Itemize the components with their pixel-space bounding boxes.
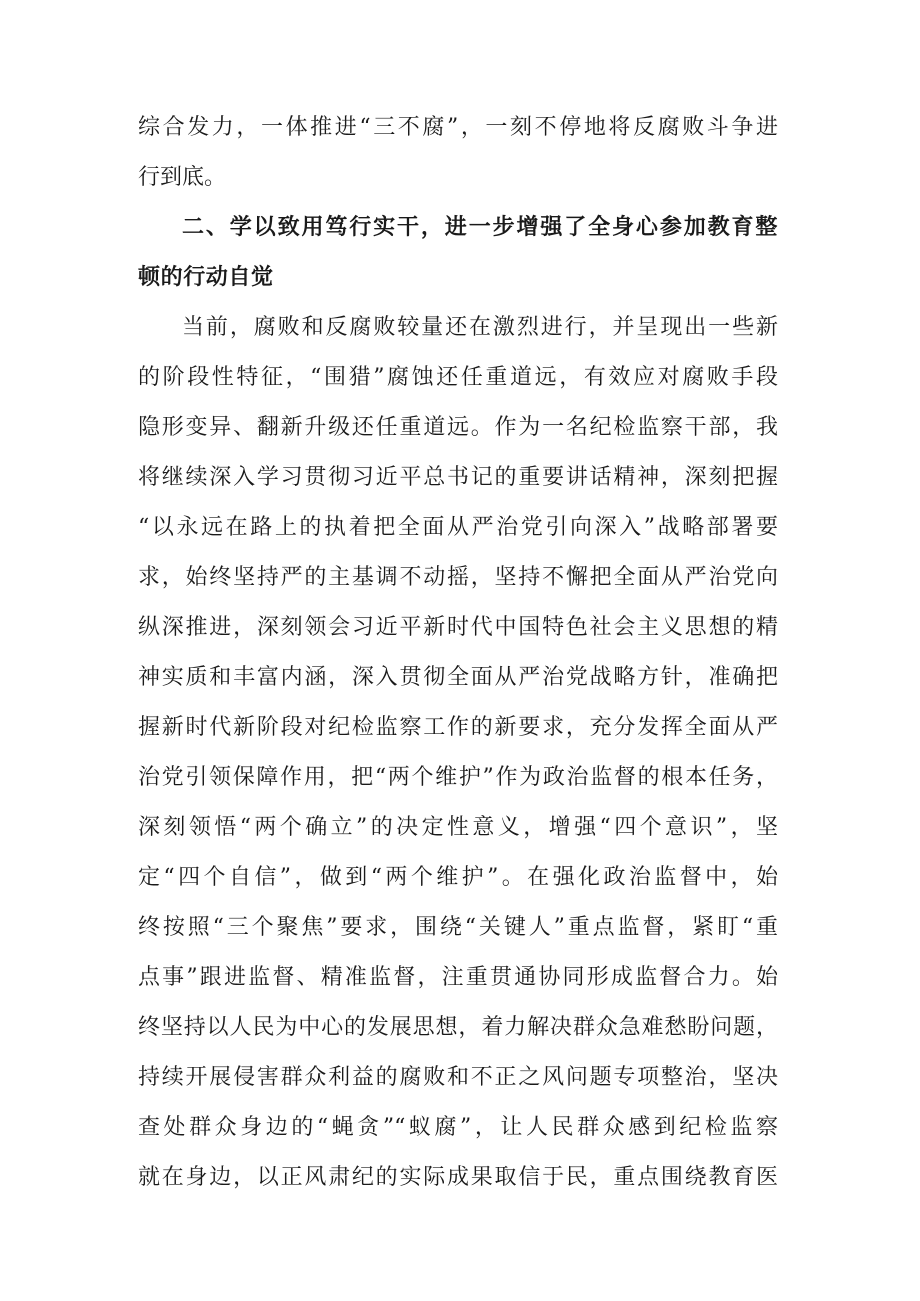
body-line-1: 当前，腐败和反腐败较量还在激烈进行，并呈现出一些新 xyxy=(182,315,778,340)
body-line-11: 深刻领悟“两个确立”的决定性意义，增强“四个意识”，坚 xyxy=(138,815,778,840)
body-line-6: 求，始终坚持严的主基调不动摇，坚持不懈把全面从严治党向 xyxy=(138,565,778,590)
body-line-17: 查处群众身边的“蝇贪”“蚁腐”，让人民群众感到纪检监察 xyxy=(138,1115,778,1140)
body-line-16: 持续开展侵害群众利益的腐败和不正之风问题专项整治，坚决 xyxy=(138,1065,778,1090)
body-line-8: 神实质和丰富内涵，深入贯彻全面从严治党战略方针，准确把 xyxy=(138,665,778,690)
body-line-14: 点事”跟进监督、精准监督，注重贯通协同形成监督合力。始 xyxy=(138,965,778,990)
body-line-18: 就在身边，以正风肃纪的实际成果取信于民，重点围绕教育医 xyxy=(138,1165,778,1190)
section-heading-line-2: 顿的行动自觉 xyxy=(138,265,274,290)
body-line-7: 纵深推进，深刻领会习近平新时代中国特色社会主义思想的精 xyxy=(138,615,778,640)
section-heading-line-1: 二、学以致用笃行实干，进一步增强了全身心参加教育整 xyxy=(182,215,778,240)
continuation-line-2: 行到底。 xyxy=(138,165,227,190)
body-line-5: “以永远在路上的执着把全面从严治党引向深入”战略部署要 xyxy=(138,515,778,540)
body-line-12: 定“四个自信”，做到“两个维护”。在强化政治监督中，始 xyxy=(138,865,778,890)
body-line-4: 将继续深入学习贯彻习近平总书记的重要讲话精神，深刻把握 xyxy=(138,465,778,490)
body-line-13: 终按照“三个聚焦”要求，围绕“关键人”重点监督，紧盯“重 xyxy=(138,915,778,940)
body-line-3: 隐形变异、翻新升级还任重道远。作为一名纪检监察干部，我 xyxy=(138,415,778,440)
body-line-15: 终坚持以人民为中心的发展思想，着力解决群众急难愁盼问题， xyxy=(138,1015,778,1040)
continuation-line-1: 综合发力，一体推进“三不腐”，一刻不停地将反腐败斗争进 xyxy=(138,115,778,140)
body-line-10: 治党引领保障作用，把“两个维护”作为政治监督的根本任务， xyxy=(138,765,778,790)
body-line-2: 的阶段性特征，“围猎”腐蚀还任重道远，有效应对腐败手段 xyxy=(138,365,778,390)
body-line-9: 握新时代新阶段对纪检监察工作的新要求，充分发挥全面从严 xyxy=(138,715,778,740)
